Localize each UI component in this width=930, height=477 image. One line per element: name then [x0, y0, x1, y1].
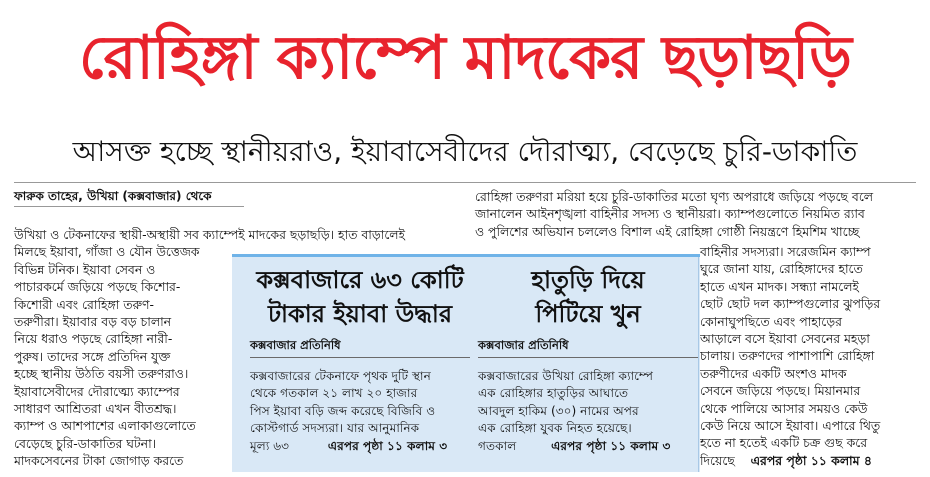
body-line: সাধারণ আশ্রিতরা এখন বীতশ্রদ্ধ। — [14, 401, 177, 417]
body-line: হচ্ছে স্থানীয় উঠতি বয়সী তরুণরাও। — [14, 366, 189, 382]
subheadline: আসক্ত হচ্ছে স্থানীয়রাও, ইয়াবাসেবীদের দৌরাত্ম্য, বেড়েছে চুরি-ডাকাতি — [72, 135, 858, 168]
body-line: ও পুলিশের অভিযান চললেও বিশাল এই রোহিঙ্গা গোষ্ঠী নিয়ন্ত্রণে হিমশিম খাচ্ছে — [475, 223, 860, 239]
body-line: বেড়েছে চুরি-ডাকাতির ঘটনা। — [14, 435, 157, 451]
inset-panel — [232, 254, 700, 472]
body-line: কোনাঘুপছিতে এবং পাহাড়ের — [700, 313, 842, 329]
inset-divider — [698, 257, 699, 472]
body-line: বাহিনীর সদস্যরা। সরেজমিন ক্যাম্প — [700, 244, 871, 259]
body-line: সেবনে জড়িয়ে পড়ছে। মিয়ানমার — [700, 383, 861, 399]
body-line: রোহিঙ্গা তরুণরা মরিয়া হয়ে চুরি-ডাকাতির মতো ঘৃণ্য অপরাধে জড়িয়ে পড়ছে বলে — [475, 189, 874, 204]
story-headline-line: কক্সবাজারে ৬৩ কোটি — [256, 266, 464, 294]
right-column-top — [475, 188, 915, 240]
body-line: মিলছে ইয়াবা, গাঁজা ও যৌন উত্তেজক — [14, 244, 200, 260]
story-headline — [250, 263, 470, 331]
body-line: কিশোরী এবং রোহিঙ্গা তরুণ- — [14, 296, 155, 312]
body-text: গতকাল — [478, 438, 517, 453]
reporter-byline: কক্সবাজার প্রতিনিধি — [478, 338, 569, 352]
body-line: পুরুষ। তাদের সঙ্গে প্রতিদিন যুক্ত — [14, 348, 171, 364]
body-line: এক রোহিঙ্গার হাতুড়ির আঘাতে — [478, 386, 629, 401]
body-line: কোস্টগার্ড সদস্যরা। যার আনুমানিক — [250, 421, 420, 436]
story-headline — [478, 263, 698, 331]
story-headline-line: টাকার ইয়াবা উদ্ধার — [267, 300, 453, 328]
body-line: থেকে পালিয়ে আসার সময়ও কেউ — [700, 400, 868, 416]
body-line: জানালেন আইনশৃঙ্খলা বাহিনীর সদস্য ও স্থানীয়রা। ক্যাম্পগুলোতে নিয়মিত র‌্যাব — [475, 206, 865, 222]
reporter-byline: কক্সবাজার প্রতিনিধি — [250, 338, 341, 352]
body-line: এক রোহিঙ্গা যুবক নিহত হয়েছে। — [478, 421, 632, 436]
body-line-last — [250, 438, 470, 455]
body-line: আড়ালে বসে ইয়াবা সেবনের মহড়া — [700, 331, 870, 347]
story-body — [478, 368, 698, 455]
body-line: তরুণীরা। ইয়াবার বড় বড় চালান — [14, 314, 172, 330]
story-box-yaba-seizure — [250, 263, 470, 455]
body-line: বিভিন্ন টনিক। ইয়াবা সেবন ও — [14, 261, 156, 277]
body-line: হতে না হতেই একটি চক্র গুছ করে — [700, 435, 868, 451]
body-line: উখিয়া ও টেকনাফের স্থায়ী-অস্থায়ী সব ক্যাম্পেই মাদকের ছড়াছড়ি। হাত বাড়ালেই — [14, 227, 405, 242]
body-line: পাচারকর্মে জড়িয়ে পড়ছে কিশোর- — [14, 279, 181, 295]
story-body — [250, 368, 470, 455]
continuation-link[interactable]: এরপর পৃষ্ঠা ১১ কলাম ৩ — [551, 438, 671, 453]
body-text: মূল্য ৬৩ — [250, 438, 290, 453]
headline: রোহিঙ্গা ক্যাম্পে মাদকের ছড়াছড়ি — [79, 23, 851, 93]
body-line: কক্সবাজারের উখিয়া রোহিঙ্গা ক্যাম্পে — [478, 369, 654, 383]
body-line: তরুণীদের একটি অংশও মাদক — [700, 365, 847, 381]
body-line: আবদুল হাকিম (৩০) নামের অপর — [478, 403, 639, 418]
body-line: কক্সবাজারের টেকনাফে পৃথক দুটি স্থান — [250, 369, 431, 383]
byline: ফারুক তাহের, উখিয়া (কক্সবাজার) থেকে — [14, 189, 212, 203]
divider — [250, 357, 470, 358]
body-line: ক্যাম্প ও আশপাশের এলাকাগুলোতে — [14, 418, 196, 434]
right-column — [700, 243, 916, 469]
body-line: নিয়ে ধরাও পড়ছে রোহিঙ্গা নারী- — [14, 331, 173, 347]
story-box-hammer-murder — [478, 263, 698, 455]
body-line: ছোট ছোট দল ক্যাম্পগুলোর ঝুপড়ির — [700, 296, 881, 312]
body-line: চালায়। তরুণদের পাশাপাশি রোহিঙ্গা — [700, 348, 875, 364]
byline-rule — [14, 206, 244, 207]
body-line: হাতে এখন মাদক। সন্ধ্যা নামলেই — [700, 278, 859, 294]
story-headline-line: পিটিয়ে খুন — [535, 300, 641, 328]
continuation-link[interactable]: এরপর পৃষ্ঠা ১১ কলাম ৪ — [750, 452, 872, 468]
top-rule — [14, 182, 916, 183]
continuation-link[interactable]: এরপর পৃষ্ঠা ১১ কলাম ৩ — [327, 438, 448, 453]
body-line: ইয়াবাসেবীদের দৌরাত্ম্যে ক্যাম্পের — [14, 383, 180, 399]
body-text: দিয়েছে — [700, 452, 735, 468]
story-headline-line: হাতুড়ি দিয়ে — [531, 266, 645, 294]
body-line-last — [478, 438, 698, 455]
body-line: পিস ইয়াবা বড়ি জব্দ করেছে বিজিবি ও — [250, 403, 436, 418]
divider — [478, 357, 698, 358]
body-line: মাদকসেবনের টাকা জোগাড় করতে — [14, 453, 184, 469]
body-line: থেকে গতকাল ২১ লাখ ২০ হাজার — [250, 386, 418, 401]
body-line-last — [700, 452, 916, 469]
body-line: ঘুরে জানা যায়, রোহিঙ্গাদের হাতে — [700, 261, 863, 277]
body-line: কেউ নিয়ে আসে ইয়াবা। এপারে থিতু — [700, 418, 881, 434]
